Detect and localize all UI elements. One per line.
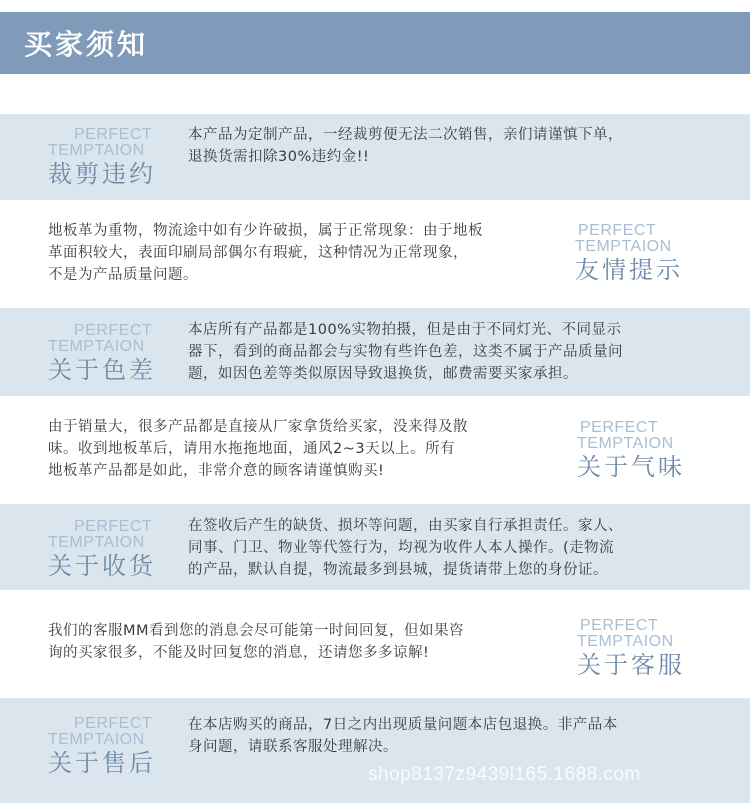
section-badge	[48, 127, 168, 189]
body-line: 不是为产品质量问题。	[48, 267, 198, 283]
section-badge	[577, 420, 697, 482]
section-badge	[575, 223, 695, 285]
body-line: 题，如因色差等类似原因导致退换货，邮费需要买家承担。	[188, 366, 578, 382]
body-line: 本产品为定制产品，一经裁剪便无法二次销售，亲们请谨慎下单，	[188, 127, 623, 143]
section-body	[48, 416, 468, 482]
badge-english-line1: PERFECT	[578, 222, 657, 239]
section-body	[188, 714, 618, 758]
body-line: 在签收后产生的缺货、损坏等问题，由买家自行承担责任。家人、	[188, 518, 623, 534]
body-line: 的产品，默认自提，物流最多到县城，提货请带上您的身份证。	[188, 562, 608, 578]
badge-english-line1: PERFECT	[580, 419, 659, 436]
section-badge	[48, 323, 168, 385]
badge-english-line1: PERFECT	[74, 126, 153, 143]
body-line: 退换货需扣除30%违约金!!	[188, 149, 370, 165]
body-line: 地板革为重物，物流途中如有少许破损，属于正常现象：由于地板	[48, 223, 483, 239]
body-line: 革面积较大，表面印刷局部偶尔有瑕疵，这种情况为正常现象，	[48, 245, 468, 261]
section-body	[188, 319, 623, 385]
section-after-sales	[0, 698, 750, 803]
section-customer-service	[0, 590, 750, 698]
section-title: 裁剪违约	[48, 160, 156, 188]
badge-english-line1: PERFECT	[74, 518, 153, 535]
body-line: 同事、门卫、物业等代签行为，均视为收件人本人操作。(走物流	[188, 540, 615, 556]
body-line: 器下，看到的商品都会与实物有些许色差，这类不属于产品质量问	[188, 344, 623, 360]
badge-english-line2: TEMPTAION	[48, 338, 145, 355]
section-color-difference	[0, 308, 750, 396]
body-line: 味。收到地板革后，请用水拖拖地面，通风2~3天以上。所有	[48, 441, 456, 457]
section-body	[188, 515, 623, 581]
body-line: 地板革产品都是如此，非常介意的顾客请谨慎购买!	[48, 463, 385, 479]
section-cut-breach	[0, 114, 750, 200]
section-receipt	[0, 504, 750, 590]
section-title: 关于气味	[577, 453, 685, 481]
badge-english-line1: PERFECT	[74, 322, 153, 339]
section-body	[188, 124, 623, 168]
section-badge	[48, 519, 168, 581]
section-title: 关于客服	[577, 651, 685, 679]
badge-english-line1: PERFECT	[580, 617, 659, 634]
badge-english-line2: TEMPTAION	[577, 435, 674, 452]
section-body	[48, 220, 483, 286]
body-line: 本店所有产品都是100%实物拍摄，但是由于不同灯光、不同显示	[188, 322, 622, 338]
badge-english-line2: TEMPTAION	[48, 731, 145, 748]
body-line: 我们的客服MM看到您的消息会尽可能第一时间回复，但如果咨	[48, 623, 465, 639]
section-body	[48, 620, 464, 664]
body-line: 由于销量大，很多产品都是直接从厂家拿货给买家，没来得及散	[48, 419, 468, 435]
badge-english-line2: TEMPTAION	[48, 534, 145, 551]
section-title: 友情提示	[575, 256, 683, 284]
header-bar	[0, 12, 750, 74]
section-title: 关于色差	[48, 356, 156, 384]
page-title: 买家须知	[24, 28, 149, 61]
body-line: 身问题，请联系客服处理解决。	[188, 739, 398, 755]
badge-english-line2: TEMPTAION	[575, 238, 672, 255]
section-badge	[577, 618, 697, 680]
badge-english-line2: TEMPTAION	[577, 633, 674, 650]
section-badge	[48, 716, 168, 778]
shop-watermark: shop8137z9439l165.1688.com	[368, 764, 641, 785]
section-title: 关于收货	[48, 552, 156, 580]
body-line: 在本店购买的商品，7日之内出现质量问题本店包退换。非产品本	[188, 717, 618, 733]
section-friendly-tip	[0, 200, 750, 308]
badge-english-line2: TEMPTAION	[48, 142, 145, 159]
badge-english-line1: PERFECT	[74, 715, 153, 732]
section-odor	[0, 396, 750, 504]
body-line: 询的买家很多，不能及时回复您的消息，还请您多多谅解!	[48, 645, 430, 661]
section-title: 关于售后	[48, 749, 156, 777]
